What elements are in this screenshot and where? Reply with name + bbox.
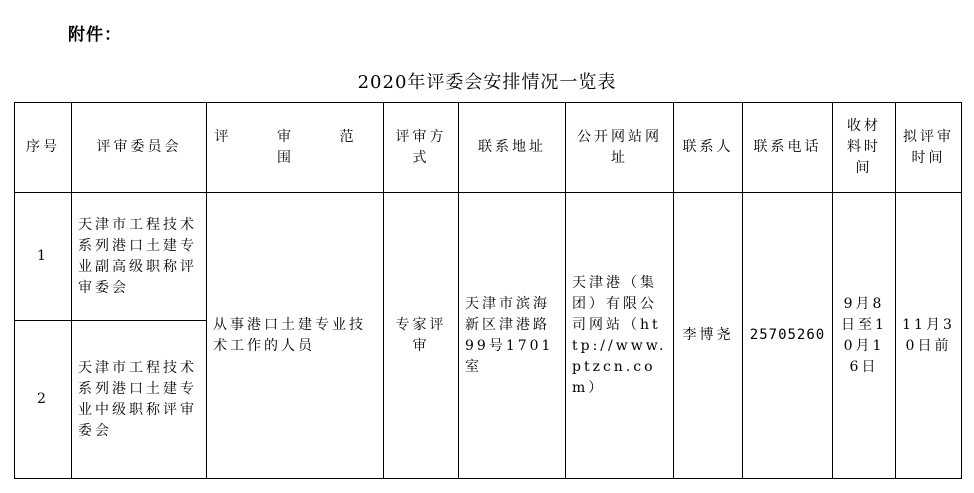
header-seq: 序号	[15, 103, 72, 193]
header-committee: 评审委员会	[72, 103, 207, 193]
header-collect-time: 收材料时间	[833, 103, 896, 193]
cell-website: 天津港（集团）有限公司网站（http://www.ptzcn.com）	[566, 193, 674, 479]
row-seq: 2	[15, 321, 72, 479]
schedule-table	[14, 102, 962, 479]
cell-phone: 25705260	[743, 193, 833, 479]
row-seq: 1	[15, 193, 72, 321]
header-website: 公开网站网址	[566, 103, 674, 193]
header-contact: 联系人	[674, 103, 743, 193]
cell-scope: 从事港口土建专业技术工作的人员	[207, 193, 384, 479]
header-phone: 联系电话	[743, 103, 833, 193]
row-committee: 天津市工程技术系列港口土建专业副高级职称评审委会	[72, 193, 207, 321]
header-method: 评审方式	[384, 103, 459, 193]
document-title: 2020年评委会安排情况一览表	[357, 72, 617, 93]
row-committee: 天津市工程技术系列港口土建专业中级职称评审委会	[72, 321, 207, 479]
header-scope: 评 审 范 围	[207, 103, 384, 193]
cell-method: 专家评审	[384, 193, 459, 479]
cell-collect-time: 9月8日至10月16日	[833, 193, 896, 479]
header-address: 联系地址	[459, 103, 566, 193]
header-review-time: 拟评审时间	[896, 103, 962, 193]
cell-address: 天津市滨海新区津港路99号1701室	[459, 193, 566, 479]
cell-contact: 李博尧	[674, 193, 743, 479]
table-header-row	[15, 103, 962, 193]
table-row	[15, 193, 962, 321]
attachment-label: 附件：	[68, 25, 122, 45]
cell-review-time: 11月30日前	[896, 193, 962, 479]
